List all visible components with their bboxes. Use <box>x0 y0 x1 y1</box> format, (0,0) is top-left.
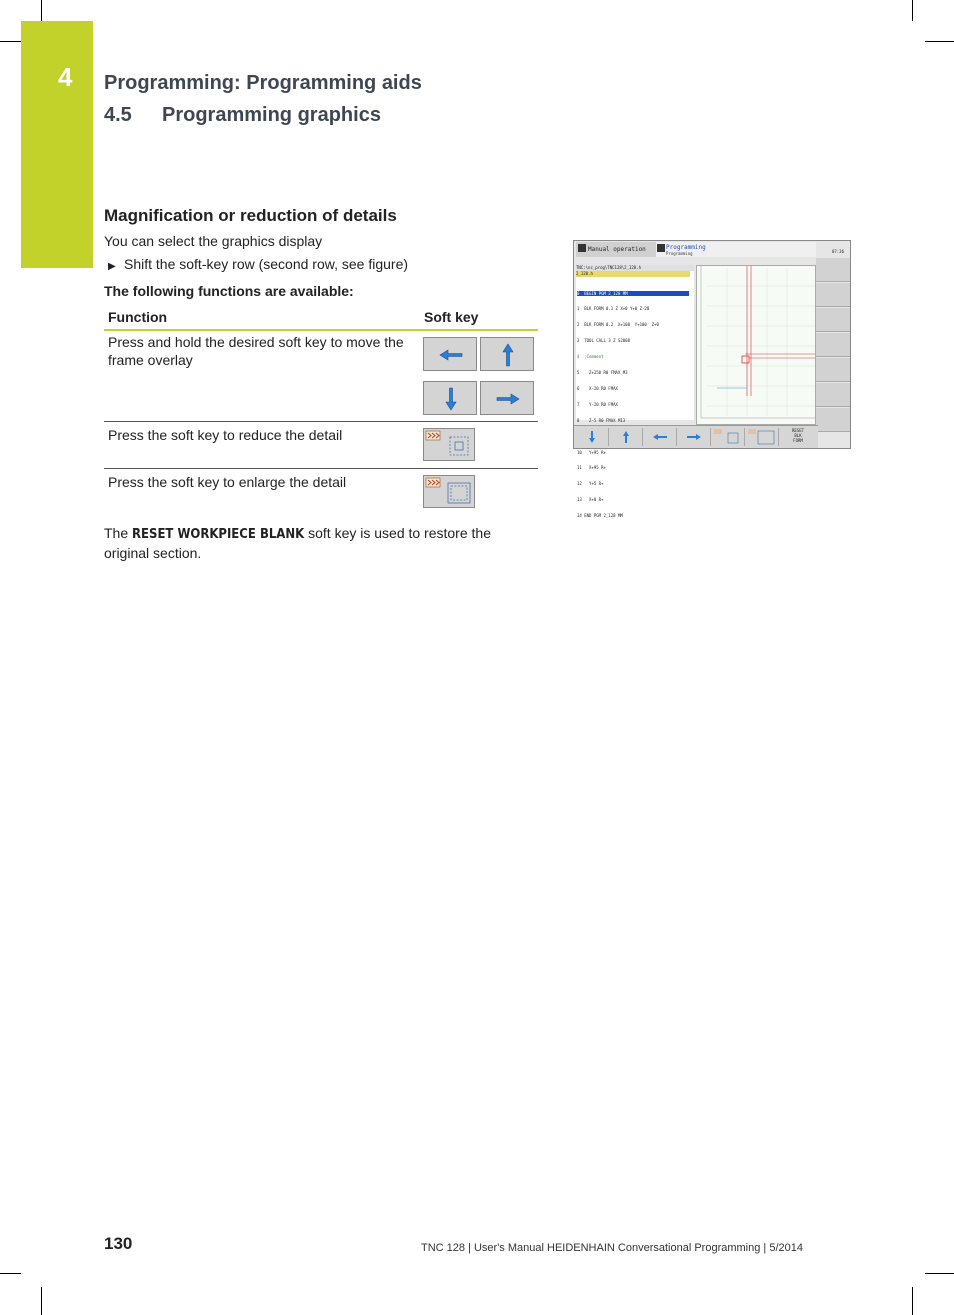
mini-softkey-up[interactable] <box>610 428 643 446</box>
manual-mode-icon <box>578 244 586 252</box>
softkey-right-arrow[interactable] <box>480 381 534 415</box>
softkey-reduce-detail[interactable] <box>423 428 475 461</box>
program-line: 8 Z-5 R0 FMAX M13 <box>577 417 626 423</box>
vertical-softkey[interactable] <box>816 358 850 382</box>
arrow-up-icon <box>481 338 535 372</box>
enlarge-detail-icon <box>746 428 778 446</box>
section-title-text: Programming graphics <box>162 104 381 126</box>
program-line: 3 TOOL CALL 3 Z S2000 <box>577 338 630 344</box>
vertical-softkey[interactable] <box>816 333 850 357</box>
reduce-detail-icon <box>424 429 476 462</box>
mini-softkey-left[interactable] <box>644 428 677 446</box>
tnc-screenshot <box>573 240 851 519</box>
mode-programming <box>656 242 816 257</box>
mode-left-label: Manual operation <box>588 246 646 253</box>
chapter-title: Programming: Programming aids <box>104 72 422 94</box>
column-header-softkey: Soft key <box>424 309 479 325</box>
mini-softkey-down[interactable] <box>576 428 609 446</box>
mini-softkey-reduce[interactable] <box>712 428 745 446</box>
graphics-window <box>696 265 816 425</box>
arrow-down-icon <box>424 382 478 416</box>
program-editor <box>576 265 694 519</box>
mini-softkey-enlarge[interactable] <box>746 428 779 446</box>
table-header <box>104 308 538 329</box>
table-cell-function: Press the soft key to enlarge the detail <box>108 474 347 490</box>
page-number: 130 <box>104 1234 133 1253</box>
enlarge-detail-icon <box>424 476 476 509</box>
reset-label-line: RESET <box>791 428 805 433</box>
horizontal-softkey-bar <box>574 425 818 448</box>
program-line: 11 X+95 R+ <box>577 465 606 471</box>
graphics-plot <box>697 266 817 426</box>
program-file: 2_128.h <box>576 271 690 277</box>
program-line: 7 Y-20 R0 FMAX <box>577 401 618 407</box>
crop-mark <box>0 1273 21 1274</box>
table-row-divider <box>104 421 538 422</box>
closing-suffix: soft key is used to restore the <box>308 525 491 541</box>
crop-mark <box>912 1287 913 1315</box>
program-lines <box>577 280 689 529</box>
functions-heading: The following functions are available: <box>104 283 354 299</box>
program-path: TNC:\nc_prog\TNC128\2_128.h <box>576 265 694 271</box>
vertical-softkey-bar <box>816 258 850 423</box>
reset-label-line: BLK <box>794 433 802 438</box>
vertical-softkey[interactable] <box>816 258 850 282</box>
section-title <box>104 104 381 127</box>
softkey-name-reset-workpiece-blank: RESET WORKPIECE BLANK <box>132 527 305 542</box>
softkey-enlarge-detail[interactable] <box>423 475 475 508</box>
closing-prefix: The <box>104 525 129 541</box>
crop-mark <box>41 1287 42 1315</box>
closing-paragraph <box>104 524 534 562</box>
closing-line2: original section. <box>104 545 202 561</box>
crop-mark <box>0 41 21 42</box>
program-line: 5 Z+250 R0 FMAX M3 <box>577 370 628 376</box>
bullet-arrow-icon: ▶ <box>108 261 116 272</box>
vertical-softkey[interactable] <box>816 308 850 332</box>
table-row-divider <box>104 468 538 469</box>
reset-blk-form-softkey[interactable] <box>784 428 812 443</box>
column-header-function: Function <box>108 309 168 325</box>
softkey-up-arrow[interactable] <box>480 337 534 371</box>
section-number: 4.5 <box>104 104 132 126</box>
reset-label-line: FORM <box>793 438 803 443</box>
table-cell-function: Press the soft key to reduce the detail <box>108 427 343 443</box>
program-line: 6 X-20 R0 FMAX <box>577 385 618 391</box>
vertical-softkey[interactable] <box>816 408 850 432</box>
crop-mark <box>925 41 954 42</box>
program-line: 4 ;Comment <box>577 354 604 360</box>
bullet-text: Shift the soft-key row (second row, see figure) <box>124 256 409 272</box>
program-line: 10 Y+95 R+ <box>577 449 606 455</box>
bullet-item <box>108 256 408 272</box>
intro-text: You can select the graphics display <box>104 233 323 249</box>
reduce-detail-icon <box>712 428 744 446</box>
softkey-down-arrow[interactable] <box>423 381 477 415</box>
program-line: 13 X+0 R+ <box>577 497 604 503</box>
clock: 07:36 <box>831 249 844 254</box>
arrow-down-icon <box>576 428 608 446</box>
mode-right-sublabel: Programming <box>666 251 693 256</box>
subsection-heading: Magnification or reduction of details <box>104 206 397 225</box>
table-cell-function: Press and hold the desired soft key to move the frame overlay <box>108 334 404 368</box>
vertical-softkey[interactable] <box>816 283 850 307</box>
mode-right-label: Programming <box>666 244 706 251</box>
mode-manual-operation <box>576 242 656 257</box>
chapter-tab <box>21 21 93 268</box>
chapter-number: 4 <box>58 62 73 92</box>
program-line: 0 BEGIN PGM 2_128 MM <box>577 291 689 296</box>
program-line: 14 END PGM 2_128 MM <box>577 513 623 519</box>
arrow-up-icon <box>610 428 642 446</box>
program-line: 1 BLK FORM 0.1 Z X+0 Y+0 Z-20 <box>577 306 650 312</box>
crop-mark <box>41 0 42 21</box>
arrow-left-icon <box>644 428 676 446</box>
arrow-right-icon <box>481 382 535 416</box>
arrow-right-icon <box>678 428 710 446</box>
vertical-softkey[interactable] <box>816 383 850 407</box>
crop-mark <box>925 1273 954 1274</box>
softkey-left-arrow[interactable] <box>423 337 477 371</box>
table-header-rule <box>104 329 538 331</box>
program-line: 12 Y+5 R+ <box>577 481 604 487</box>
footer-text: TNC 128 | User's Manual HEIDENHAIN Conversational Programming | 5/2014 <box>421 1242 803 1254</box>
crop-mark <box>912 0 913 21</box>
arrow-left-icon <box>424 338 478 372</box>
programming-mode-icon <box>657 244 665 252</box>
mini-softkey-right[interactable] <box>678 428 711 446</box>
program-line: 2 BLK FORM 0.2 X+100 Y+100 Z+0 <box>577 322 659 328</box>
